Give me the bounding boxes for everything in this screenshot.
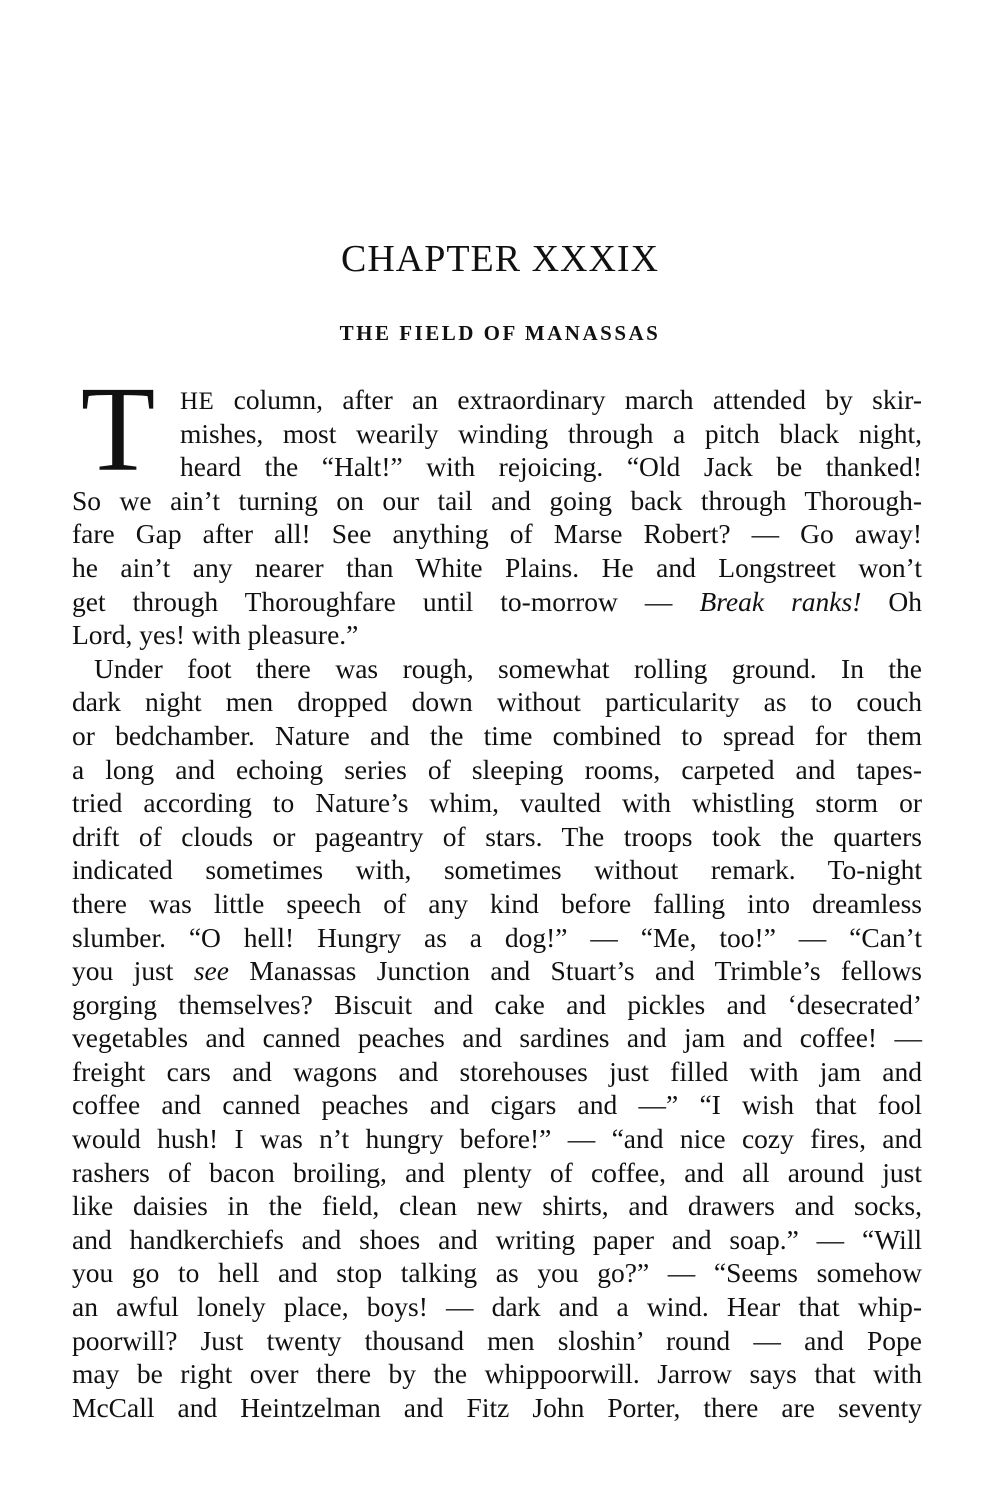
chapter-subtitle: THE FIELD OF MANASSAS [339, 321, 661, 345]
text-line: Lord, yes! with pleasure.” [72, 619, 359, 651]
body-text [72, 383, 922, 1424]
text-line: slumber. “O hell! Hungry as a dog!” — “Me, too!” — “Can’t [72, 921, 922, 953]
italic-word: see [193, 955, 229, 987]
text-line: poorwill? Just twenty thousand men sloshin’ round — and Pope [72, 1324, 922, 1356]
text-line: a long and echoing series of sleeping rooms, carpeted and tapes- [72, 753, 922, 785]
text-line: get through Thoroughfare until to-morrow — Break ranks! Oh [72, 585, 922, 617]
text-line: there was little speech of any kind before falling into dreamless [72, 887, 922, 919]
text-line: vegetables and canned peaches and sardines and jam and coffee! — [72, 1022, 922, 1054]
text-line: or bedchamber. Nature and the time combined to spread for them [72, 719, 922, 751]
text-line: fare Gap after all! See anything of Marse Robert? — Go away! [72, 518, 922, 550]
text-line: coffee and canned peaches and cigars and —” “I wish that fool [72, 1089, 922, 1121]
text-line: may be right over there by the whippoorwill. Jarrow says that with [72, 1358, 922, 1390]
text-line: heard the “Halt!” with rejoicing. “Old Jack be thanked! [180, 451, 922, 483]
text-line: you just see Manassas Junction and Stuart’s and Trimble’s fellows [72, 955, 922, 987]
text-line: you go to hell and stop talking as you go?” — “Seems somehow [72, 1257, 922, 1289]
text-line: rashers of bacon broiling, and plenty of coffee, and all around just [72, 1156, 922, 1188]
italic-phrase: Break ranks! [699, 585, 862, 617]
text-line: So we ain’t turning on our tail and going back through Thorough- [72, 484, 922, 516]
drop-cap: T [80, 362, 156, 497]
text-line: dark night men dropped down without particularity as to couch [72, 686, 922, 718]
text-line: would hush! I was n’t hungry before!” — “and nice cozy fires, and [72, 1123, 922, 1155]
first-word-smallcaps: HE [180, 388, 215, 415]
text-line: like daisies in the field, clean new shirts, and drawers and socks, [72, 1190, 922, 1222]
text-line: and handkerchiefs and shoes and writing paper and soap.” — “Will [72, 1223, 922, 1255]
text-line: mishes, most wearily winding through a pitch black night, [180, 417, 922, 449]
text-line: freight cars and wagons and storehouses just filled with jam and [72, 1055, 922, 1087]
text-line: gorging themselves? Biscuit and cake and pickles and ‘desecrated’ [72, 988, 922, 1020]
text-line: an awful lonely place, boys! — dark and a wind. Hear that whip- [72, 1291, 922, 1323]
text-line: indicated sometimes with, sometimes without remark. To-night [72, 854, 922, 886]
chapter-title: CHAPTER XXXIX [340, 238, 660, 280]
paragraph-start-line: Under foot there was rough, somewhat rolling ground. In the [94, 652, 922, 684]
text-line: he ain’t any nearer than White Plains. He and Longstreet won’t [72, 551, 922, 583]
text-line: drift of clouds or pageantry of stars. The troops took the quarters [72, 820, 922, 852]
text-line: HE column, after an extraordinary march attended by skir- [180, 384, 923, 415]
text-line: tried according to Nature’s whim, vaulted with whistling storm or [72, 787, 922, 819]
text-line: McCall and Heintzelman and Fitz John Porter, there are seventy [72, 1391, 922, 1423]
